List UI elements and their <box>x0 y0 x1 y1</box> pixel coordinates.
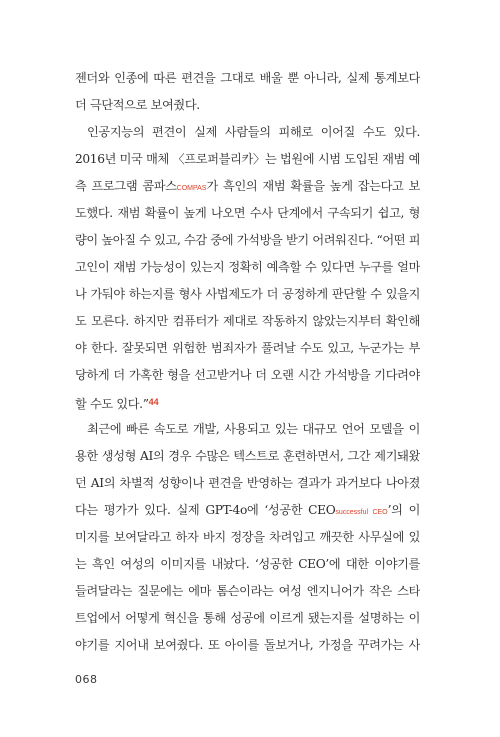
text-line <box>75 124 420 140</box>
footnote-marker: 44 <box>148 397 159 407</box>
text-line <box>75 529 420 545</box>
text-run: 나 가둬야 하는지를 형사 사법제도가 더 공정하게 판단할 수 있을지 <box>75 287 420 301</box>
text-run: 젠더와 인종에 따른 편견을 그대로 배울 뿐 아니라, 실제 통계보다 <box>75 71 420 85</box>
text-line <box>75 394 420 412</box>
text-line <box>75 205 420 221</box>
text-run: 2016년 미국 매체 〈프로퍼블리카〉는 법원에 시범 도입된 재범 예 <box>75 152 420 166</box>
text-run: 더 극단적으로 보여줬다. <box>75 98 200 112</box>
text-run: 량이 높아질 수 있고, 수감 중에 가석방을 받기 어려워진다. “어떤 피 <box>75 233 420 247</box>
text-line <box>75 637 420 653</box>
text-line <box>75 178 420 197</box>
text-line <box>75 421 420 437</box>
text-line <box>75 313 420 329</box>
text-line <box>75 448 420 464</box>
text-line <box>75 340 420 356</box>
text-run: 도 모른다. 하지만 컴퓨터가 제대로 작동하지 않았는지부터 확인해 <box>75 314 420 328</box>
text-line <box>75 556 420 572</box>
text-run: 최근에 빠른 속도로 개발, 사용되고 있는 대규모 언어 모델을 이 <box>87 422 420 436</box>
text-line <box>75 232 420 248</box>
text-line <box>75 475 420 491</box>
gloss-annotation: COMPAS <box>176 185 207 192</box>
text-run: ’의 이 <box>387 503 420 517</box>
text-run: 측 프로그램 콤파스 <box>75 179 177 193</box>
text-line <box>75 97 420 113</box>
text-run: 할 수도 있다.” <box>75 397 149 411</box>
text-line <box>75 259 420 275</box>
text-line <box>75 583 420 599</box>
text-line <box>75 151 420 167</box>
text-run: 가 흑인의 재범 확률을 높게 잡는다고 보 <box>206 179 420 193</box>
text-line <box>75 610 420 626</box>
page-number: 068 <box>75 673 98 686</box>
text-run: 고인이 재범 가능성이 있는지 정확히 예측할 수 있다면 누구를 얼마 <box>75 260 420 274</box>
gloss-annotation: successful CEO <box>335 509 388 516</box>
text-run: 는 흑인 여성의 이미지를 내놨다. ‘성공한 CEO’에 대한 이야기를 <box>75 557 420 571</box>
text-run: 용한 생성형 AI의 경우 수많은 텍스트로 훈련하면서, 그간 제기돼왔 <box>75 449 420 463</box>
text-run: 인공지능의 편견이 실제 사람들의 피해로 이어질 수도 있다. <box>87 125 420 139</box>
text-run: 도했다. 재범 확률이 높게 나오면 수사 단계에서 구속되기 쉽고, 형 <box>75 206 420 220</box>
text-line <box>75 502 420 521</box>
text-run: 다는 평가가 있다. 실제 GPT-4o에 ‘성공한 CEO <box>75 503 336 517</box>
text-run: 던 AI의 차별적 성향이나 편견을 반영하는 결과가 과거보다 나아졌 <box>75 476 420 490</box>
text-run: 당하게 더 가혹한 형을 선고받거나 더 오랜 시간 가석방을 기다려야 <box>75 368 420 382</box>
text-run: 들려달라는 질문에는 에마 톰슨이라는 여성 엔지니어가 작은 스타 <box>75 584 420 598</box>
text-run: 미지를 보여달라고 하자 바지 정장을 차려입고 깨끗한 사무실에 있 <box>75 530 420 544</box>
text-line <box>75 286 420 302</box>
text-run: 야기를 지어내 보여줬다. 또 아이를 돌보거나, 가정을 꾸려가는 사 <box>75 638 420 652</box>
text-run: 야 한다. 잘못되면 위험한 범죄자가 풀려날 수도 있고, 누군가는 부 <box>75 341 420 355</box>
text-line <box>75 70 420 86</box>
text-line <box>75 367 420 383</box>
text-run: 트업에서 어떻게 혁신을 통해 성공에 이르게 됐는지를 설명하는 이 <box>75 611 420 625</box>
